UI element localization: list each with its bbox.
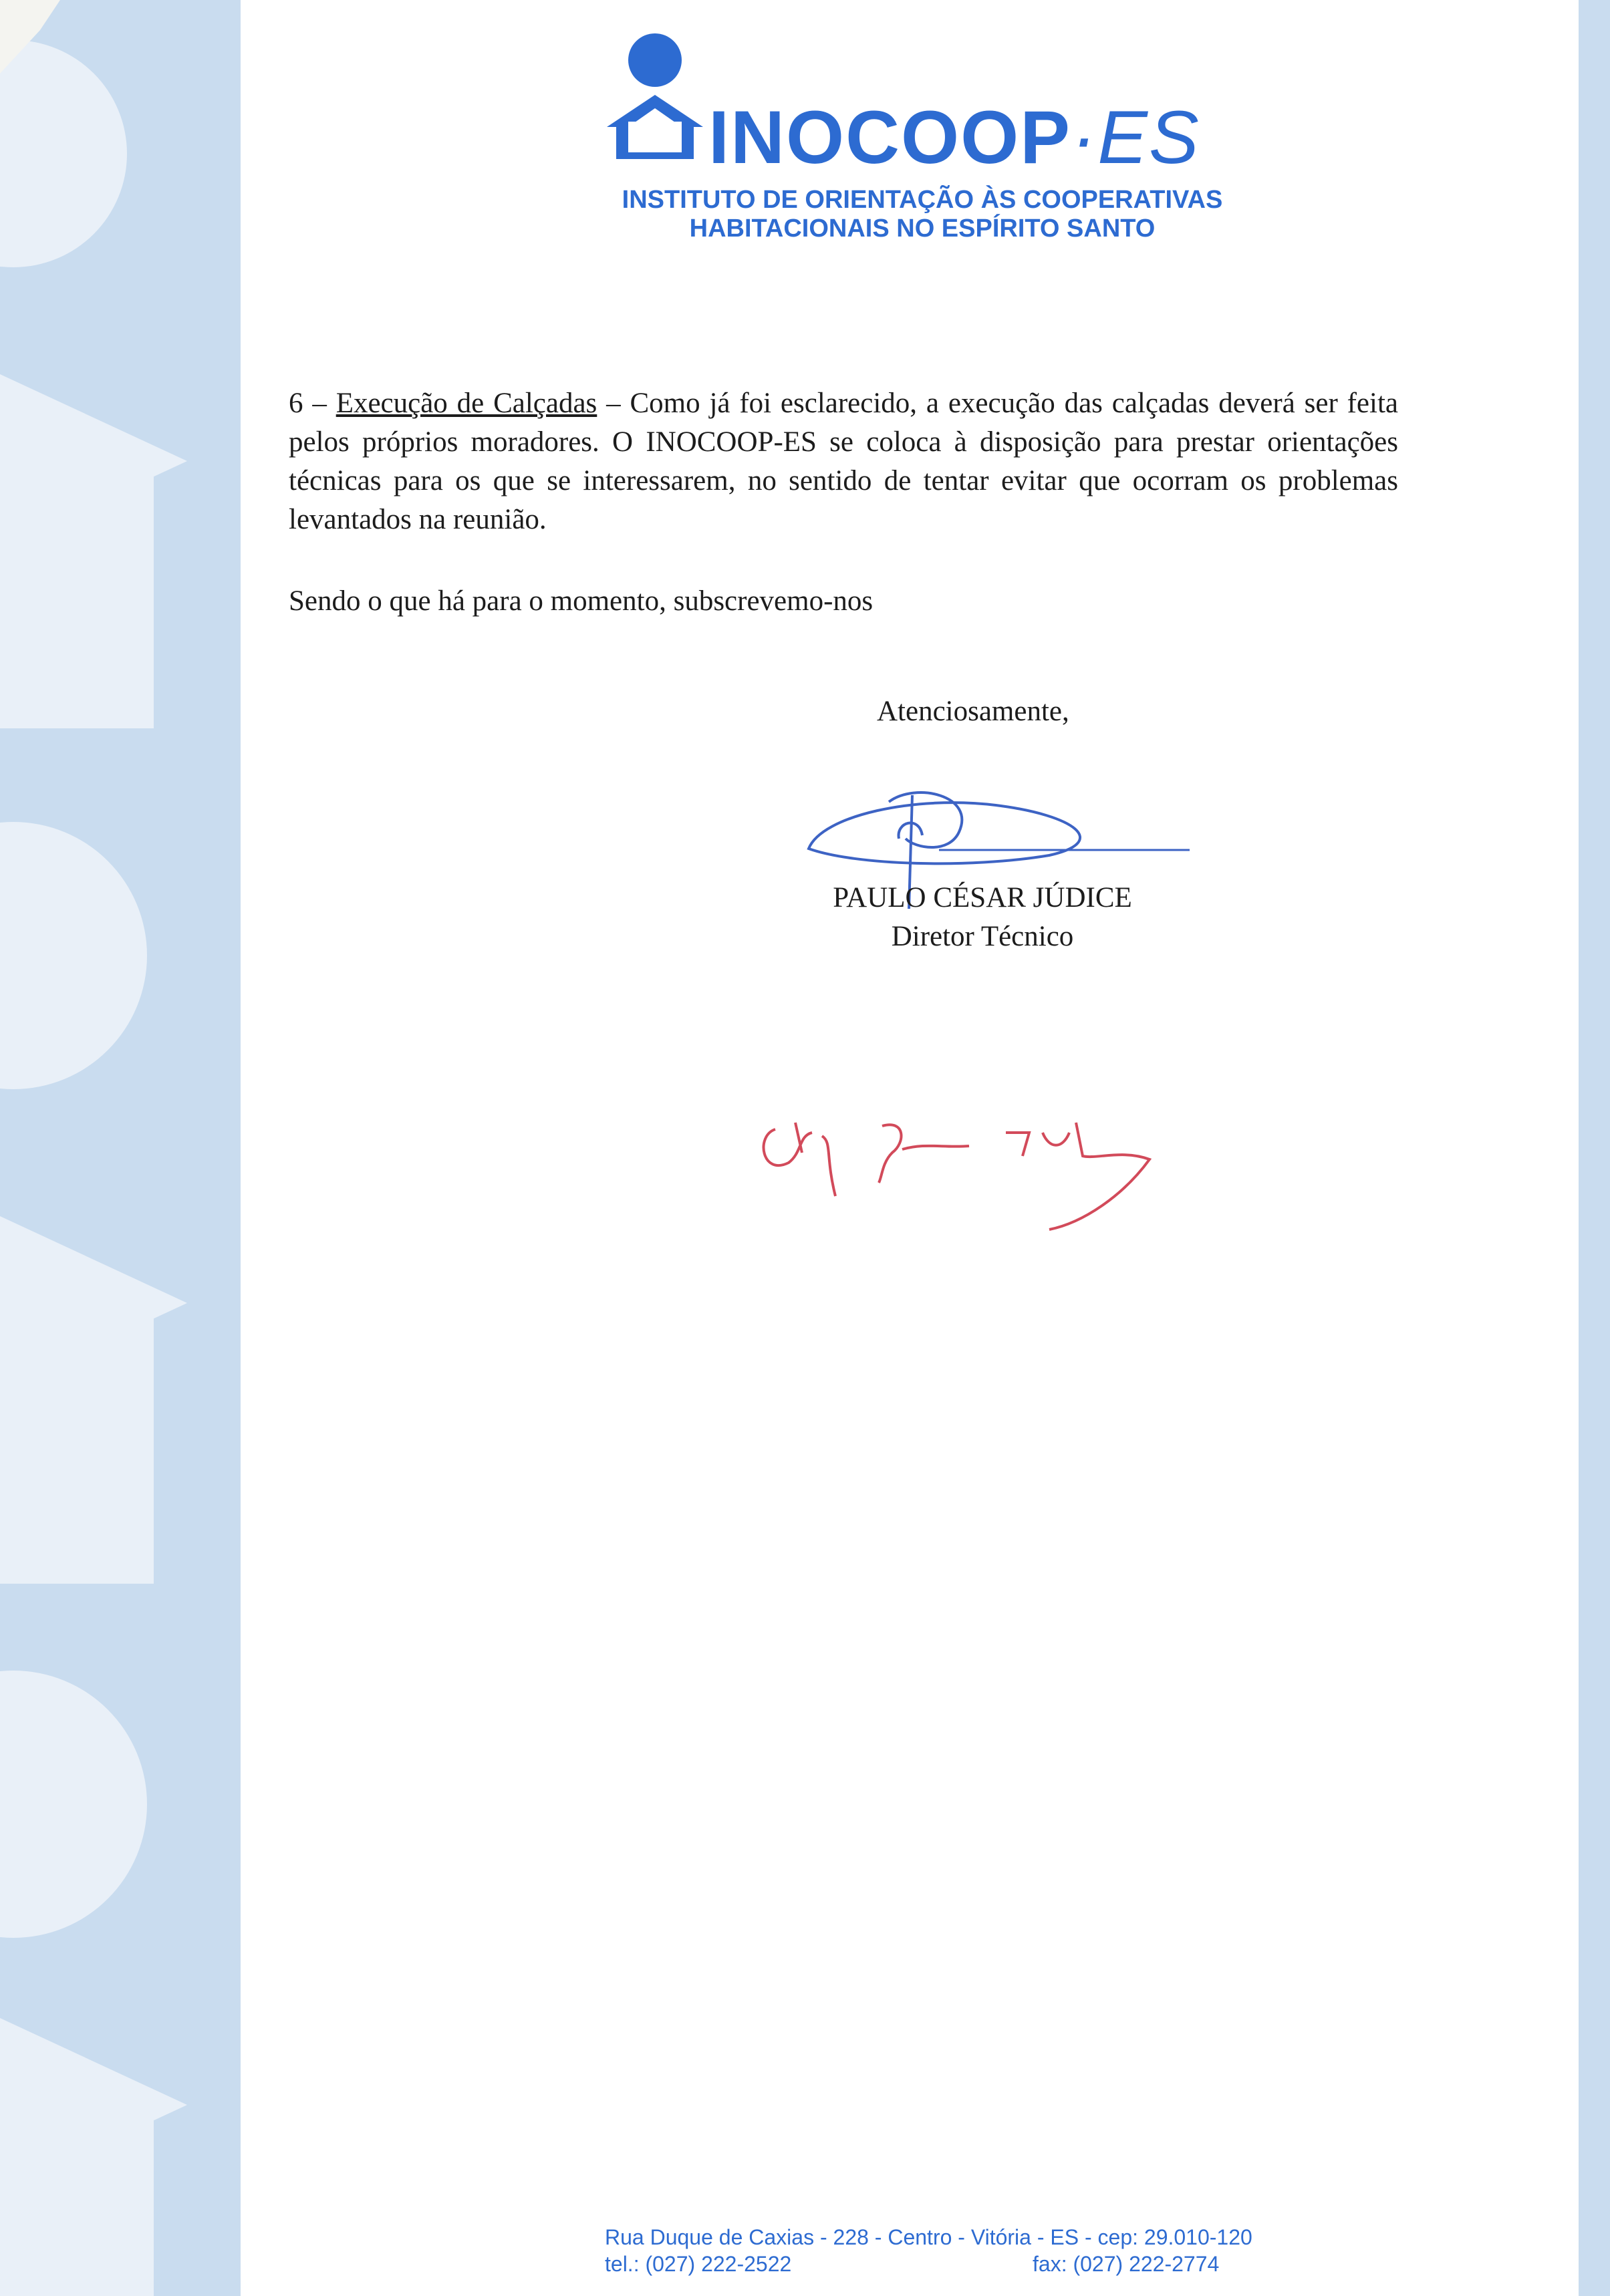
item-title: Execução de Calçadas [336,388,597,419]
signer-block [775,879,1190,956]
item-number: 6 – [289,388,336,419]
letterhead-side-band [0,0,241,2296]
closing-sentence: Sendo o que há para o momento, subscrevemo-nos [289,585,874,617]
organization-subtitle-line2: HABITACIONAIS NO ESPÍRITO SANTO [689,214,1156,243]
salutation: Atenciosamente, [877,696,1069,727]
signer-name: PAULO CÉSAR JÚDICE [833,882,1132,913]
item-paragraph [289,384,1398,539]
house-person-icon [601,33,708,167]
footer-address: Rua Duque de Caxias - 228 - Centro - Vitória - ES - cep: 29.010-120 [605,2225,1252,2249]
organization-wordmark [708,96,1200,179]
footer-contact-line [605,2252,1273,2279]
signer-title: Diretor Técnico [891,921,1074,952]
right-edge-strip [1579,0,1610,2296]
footer-phone: tel.: (027) 222-2522 [605,2252,792,2276]
footer-fax: fax: (027) 222-2774 [1033,2252,1220,2276]
footer-address-line [605,2225,1273,2252]
item-text: – Como já foi esclarecido, a execução das calçadas deverá ser feita pelos próprios moradores. O INOCOOP-ES se coloca à disposição para prestar orientações técnicas para os que se interessarem, no sentido de tentar evitar que ocorram os problemas levantados na reunião. [289,388,1398,535]
inocoop-logo [588,27,1256,254]
organization-subtitle-line1: INSTITUTO DE ORIENTAÇÃO ÀS COOPERATIVAS [622,186,1223,214]
organization-suffix: ·ES [1071,96,1200,179]
letterhead-footer [605,2225,1273,2279]
letter-body [289,384,1398,539]
handwritten-initials [749,1096,1216,1250]
organization-name: INOCOOP [708,96,1071,179]
